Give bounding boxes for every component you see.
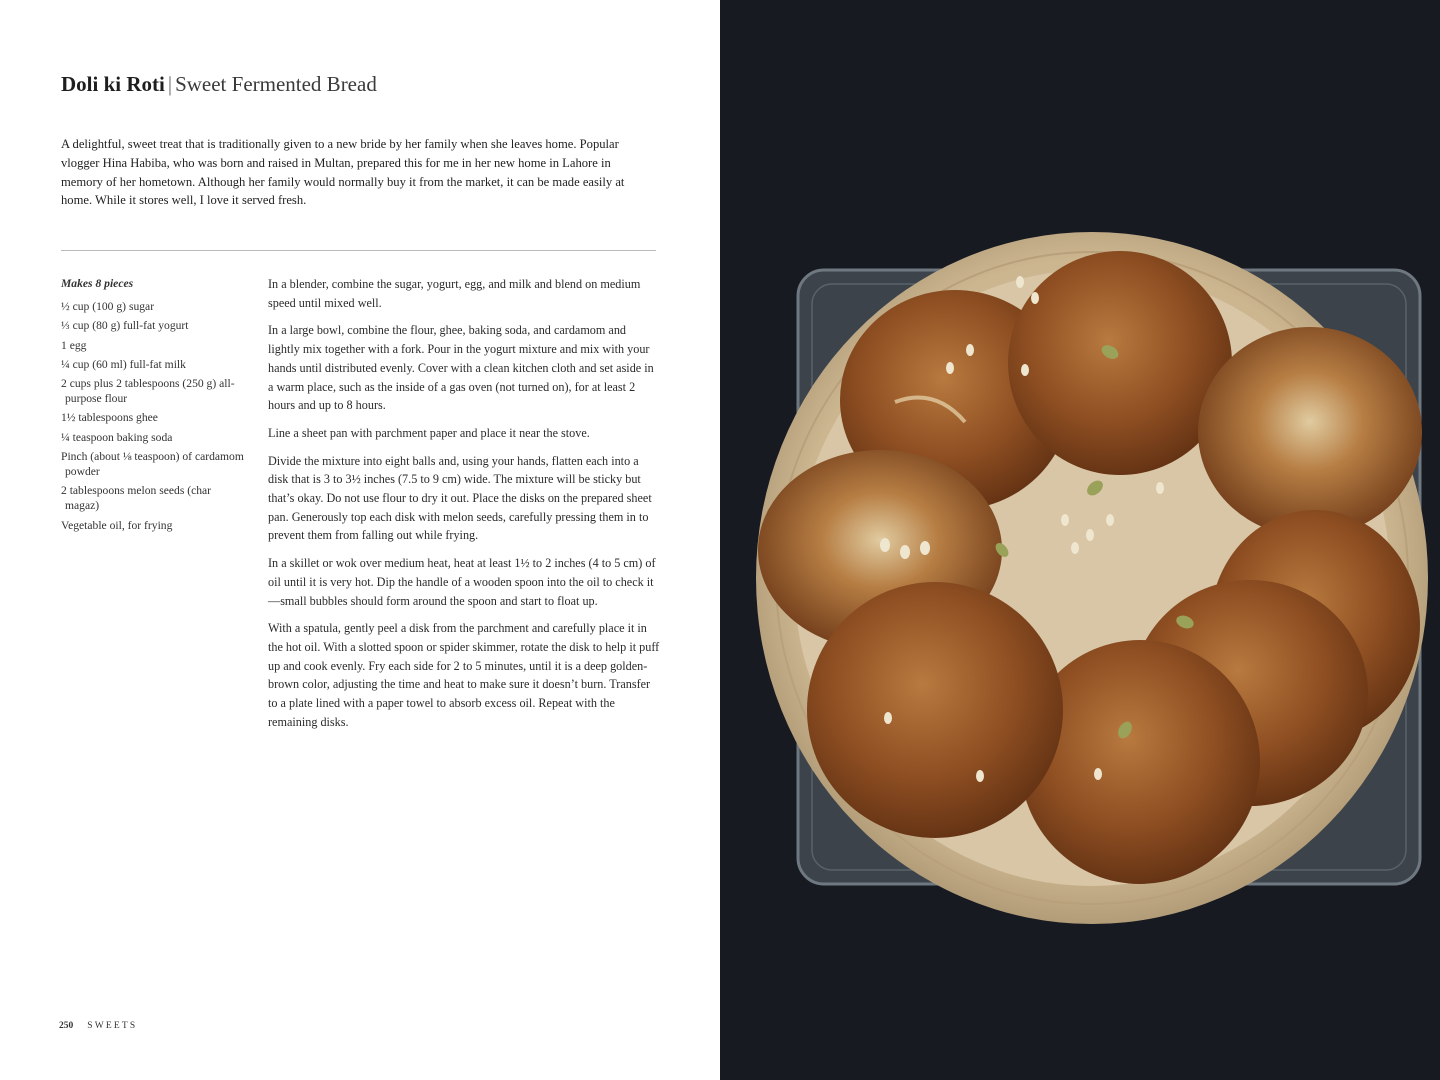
section-divider	[61, 250, 656, 251]
method-step: In a large bowl, combine the flour, ghee, baking soda, and cardamom and lightly mix together with a fork. Pour in the yogurt mixture and mix with your hands until distributed evenly. Cover with a clean kitchen cloth and set aside in a warm place, such as the inside of a gas oven (not turned on), for at least 2 hours and up to 8 hours.	[268, 323, 654, 413]
ingredient-item: ¼ teaspoon baking soda	[61, 430, 173, 444]
ingredient-item: ⅓ cup (80 g) full-fat yogurt	[61, 319, 189, 333]
method-step: Divide the mixture into eight balls and, using your hands, flatten each into a disk that is 3 to 3½ inches (7.5 to 9 cm) wide. The mixture will be sticky but that’s okay. Do not use flour to dry it out. Place the disks on the prepared sheet pan. Generously top each disk with melon seeds, carefully pressing them in to prevent them from falling out while frying.	[268, 453, 652, 543]
method-step: Line a sheet pan with parchment paper and place it near the stove.	[268, 425, 590, 440]
ingredient-item: Vegetable oil, for frying	[61, 518, 173, 532]
method-step: With a spatula, gently peel a disk from the parchment and carefully place it in the hot oil. With a slotted spoon or spider skimmer, rotate the disk to help it puff up and cook evenly. Fry each side for 2 to 5 minutes, until it is a deep golden-brown color, adjusting the time and heat to make sure it doesn’t burn. Transfer to a plate lined with a paper towel to absorb excess oil. Repeat with the remaining disks.	[268, 621, 660, 729]
fried-bread	[1008, 251, 1232, 475]
ingredient-item: 1 egg	[61, 338, 87, 352]
fried-bread	[1198, 327, 1422, 537]
section-name: SWEETS	[87, 1021, 138, 1031]
title-separator: |	[167, 72, 173, 96]
ingredient-item: 2 tablespoons melon seeds (char magaz)	[61, 484, 212, 513]
recipe-yield: Makes 8 pieces	[61, 277, 134, 290]
method-column	[268, 275, 660, 740]
ingredient-item: 1½ tablespoons ghee	[61, 411, 158, 425]
ingredient-list	[61, 299, 246, 533]
doli-ki-roti-photo	[720, 0, 1440, 1080]
ingredient-item: Pinch (about ⅛ teaspoon) of cardamom powder	[61, 449, 244, 479]
page-number: 250	[59, 1021, 74, 1031]
ingredient-item: 2 cups plus 2 tablespoons (250 g) all-purpose flour	[61, 377, 235, 406]
fried-bread	[807, 582, 1063, 838]
method-step: In a skillet or wok over medium heat, heat at least 1½ to 2 inches (4 to 5 cm) of oil until it is very hot. Dip the handle of a wooden spoon into the oil to check it—small bubbles should form around the spoon and start to float up.	[268, 556, 656, 608]
page-footer	[59, 1021, 137, 1031]
recipe-title	[61, 72, 377, 97]
recipe-title-main: Doli ki Roti	[61, 72, 165, 96]
recipe-title-subtitle: Sweet Fermented Bread	[175, 72, 377, 96]
recipe-intro	[61, 135, 631, 210]
ingredient-item: ¼ cup (60 ml) full-fat milk	[61, 357, 186, 371]
ingredients-column	[61, 276, 246, 537]
method-step: In a blender, combine the sugar, yogurt, egg, and milk and blend on medium speed until mixed well.	[268, 277, 641, 310]
ingredient-item: ½ cup (100 g) sugar	[61, 300, 155, 314]
food-photo	[720, 0, 1440, 1080]
intro-paragraph: A delightful, sweet treat that is traditionally given to a new bride by her family when she leaves home. Popular vlogger Hina Habiba, who was born and raised in Multan, prepared this for me in her new home in Lahore in memory of her hometown. Although her family would normally buy it from the market, it can be made easily at home. While it stores well, I love it served fresh.	[61, 137, 625, 208]
